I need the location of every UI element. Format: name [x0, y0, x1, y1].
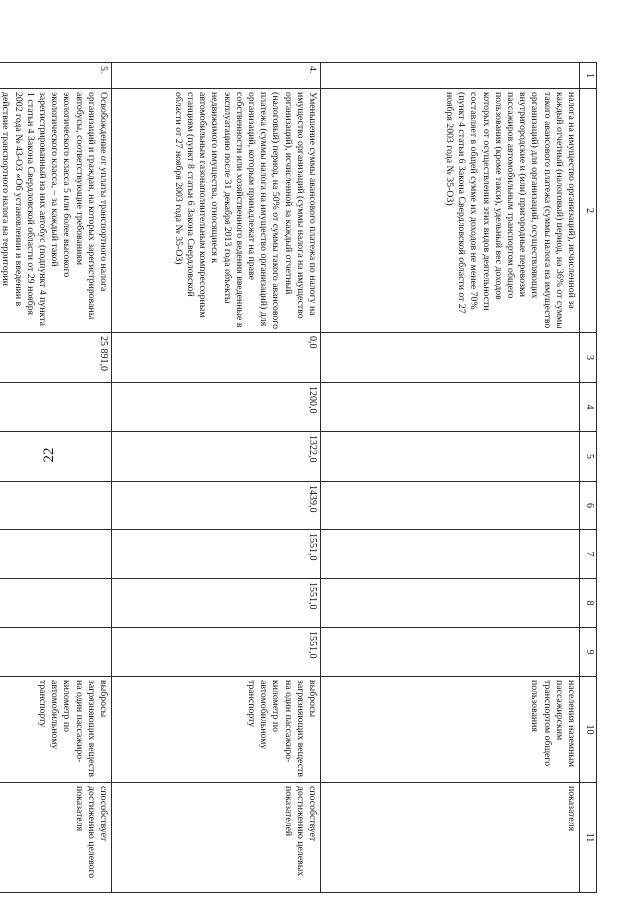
header-cell: 5 — [580, 432, 597, 482]
header-cell: 10 — [580, 677, 597, 783]
header-cell: 4 — [580, 383, 597, 432]
row-number — [321, 63, 580, 89]
table-row — [0, 63, 112, 893]
value-cell: 0,0 — [112, 333, 321, 383]
value-cell — [321, 482, 580, 530]
row-number: 4. — [112, 63, 321, 89]
value-cell — [321, 579, 580, 628]
value-cell: 1322,0 — [112, 432, 321, 482]
value-cell — [321, 383, 580, 432]
row-description: Уменьшение суммы авансового платежа по налогу на имущество организаций (суммы налога на имущество организаций), исчисленной за каждый отчетный (налоговый) период, на 50% от суммы такого авансового платежа (суммы налога на имущество организаций) для организаций, которым принадлежат на праве собственности или хозяйственного ведения введенные в эксплуатацию после 31 декабря 2013 года объекты недвижимого имущества, относящиеся к автомобильным газонаполнительным компрессорным станциям (пункт 8 статьи 6 Закона Свердловской области от 27 ноября 2003 года № 35-ОЗ) — [112, 89, 321, 333]
value-cell: 1200,0 — [112, 383, 321, 432]
assessment-cell: способствует достижению целевого показателя — [0, 783, 112, 893]
header-cell: 3 — [580, 333, 597, 383]
header-cell: 9 — [580, 628, 597, 677]
indicator-cell: выбросы загрязняющих веществ на один пассажиро-километр по автомобильному транспорту — [0, 677, 112, 783]
value-cell — [0, 482, 112, 530]
header-cell: 7 — [580, 530, 597, 579]
header-cell: 2 — [580, 89, 597, 333]
indicator-cell: населения наземным пассажирским транспортом общего пользования — [321, 677, 580, 783]
value-cell — [0, 530, 112, 579]
assessment-cell: показателя — [321, 783, 580, 893]
header-row — [580, 63, 597, 893]
value-cell — [0, 628, 112, 677]
assessment-cell: способствует достижению целевых показателей — [112, 783, 321, 893]
value-cell — [0, 432, 112, 482]
value-cell — [0, 579, 112, 628]
page-number: 22 — [41, 447, 57, 463]
value-cell — [0, 383, 112, 432]
value-cell: 1551,0 — [112, 579, 321, 628]
table-row — [321, 63, 580, 893]
header-cell: 1 — [580, 63, 597, 89]
indicator-cell: выбросы загрязняющих веществ на один пассажиро-километр по автомобильному транспорту — [112, 677, 321, 783]
row-description: Освобождение от уплаты транспортного налога организаций и граждан, на которых зарегистрированы автобусы, соответствующие требованиям экологического класса 5 или более высокого экологического класса, – за каждый такой зарегистрированный на них автобус (подпункт 4 пункта 1 статьи 4 Закона Свердловской области от 29 ноября 2002 года № 43-ОЗ «Об установлении и введении в действие транспортного налога на территории — [0, 89, 112, 333]
expenditure-table — [0, 62, 597, 893]
value-cell: 25 891,0 — [0, 333, 112, 383]
row-number: 5. — [0, 63, 112, 89]
value-cell — [321, 530, 580, 579]
value-cell — [321, 432, 580, 482]
value-cell: 1439,0 — [112, 482, 321, 530]
rotated-table-wrapper — [0, 62, 597, 892]
header-cell: 11 — [580, 783, 597, 893]
header-cell: 6 — [580, 482, 597, 530]
value-cell: 1551,0 — [112, 628, 321, 677]
value-cell — [321, 333, 580, 383]
row-description: налога на имущество организаций), исчисленной за каждый отчетный (налоговый) период, на 36% от суммы такого авансового платежа (суммы налога на имущество организаций) для организаций, осуществляющих внутригородские и (или) пригородные перевозки пассажиров автомобильным транспортом общего пользования (кроме такси), удельный вес доходов которых от осуществления этих видов деятельности составляет в общей сумме их доходов не менее 70% (пункт 4 статьи 6 Закона Свердловской области от 27 ноября 2003 года № 35-ОЗ) — [321, 89, 580, 333]
table-row — [112, 63, 321, 893]
value-cell — [321, 628, 580, 677]
header-cell: 8 — [580, 579, 597, 628]
value-cell: 1551,0 — [112, 530, 321, 579]
